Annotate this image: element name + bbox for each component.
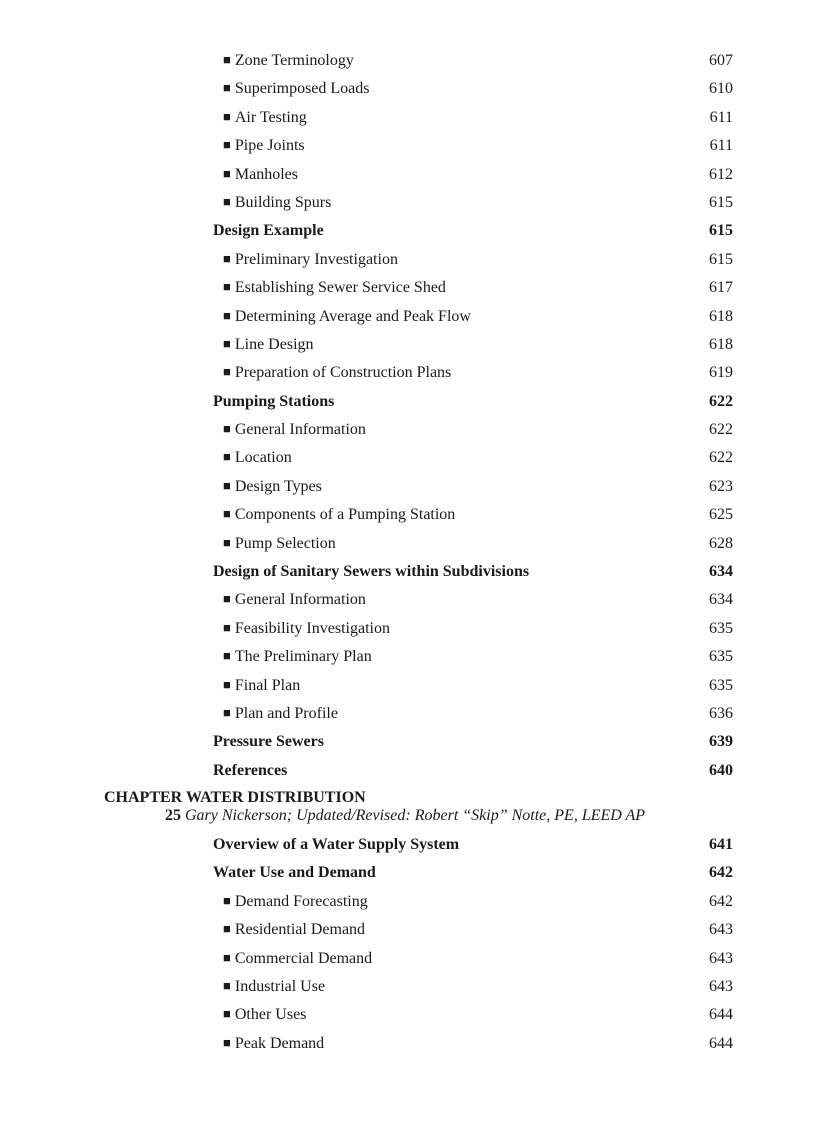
toc-entry-label	[213, 217, 324, 245]
toc-page-number: 634	[709, 563, 733, 581]
toc-heading-row[interactable]	[213, 388, 733, 416]
toc-entry-label	[223, 189, 331, 217]
toc-page-number: 644	[709, 1006, 733, 1024]
toc-entry-label	[223, 75, 370, 103]
toc-subentry-row[interactable]	[213, 189, 733, 217]
toc-page-number: 635	[709, 648, 733, 666]
square-bullet-icon: ■	[223, 137, 231, 153]
toc-entry-label	[223, 501, 455, 529]
square-bullet-icon: ■	[223, 335, 231, 351]
toc-subentry-row[interactable]	[213, 473, 733, 501]
toc-subentry-row[interactable]	[213, 444, 733, 472]
toc-subentry-row[interactable]	[213, 973, 733, 1001]
toc-entry-label	[213, 757, 287, 785]
toc-entry-label	[213, 728, 324, 756]
toc-page-number: 642	[709, 892, 733, 910]
toc-subentry-row[interactable]	[213, 945, 733, 973]
chapter-byline	[165, 807, 645, 825]
toc-subentry-row[interactable]	[213, 104, 733, 132]
toc-entry-title: Design of Sanitary Sewers within Subdivisions	[213, 563, 530, 581]
square-bullet-icon: ■	[223, 52, 231, 67]
toc-heading-row[interactable]	[213, 831, 733, 859]
chapter-authors: Gary Nickerson; Updated/Revised: Robert “Skip” Notte, PE, LEED AP	[185, 807, 646, 824]
toc-entry-label	[223, 586, 366, 614]
square-bullet-icon: ■	[223, 250, 231, 266]
toc-entry-title: Establishing Sewer Service Shed	[234, 279, 446, 297]
toc-page-number: 612	[709, 165, 733, 183]
toc-page-number: 622	[709, 449, 733, 467]
square-bullet-icon: ■	[223, 534, 231, 550]
square-bullet-icon: ■	[223, 1006, 231, 1022]
toc-entry-title: Industrial Use	[234, 977, 326, 995]
toc-subentry-row[interactable]	[213, 1030, 733, 1058]
toc-page-number: 615	[709, 222, 733, 240]
toc-subentry-row[interactable]	[213, 359, 733, 387]
toc-entry-label	[223, 132, 305, 160]
square-bullet-icon: ■	[223, 892, 231, 908]
square-bullet-icon: ■	[223, 279, 231, 295]
toc-page-number: 623	[709, 477, 733, 495]
toc-subentry-row[interactable]	[213, 501, 733, 529]
toc-entry-title: Other Uses	[234, 1006, 307, 1024]
toc-subentry-row[interactable]	[213, 615, 733, 643]
toc-entry-title: Water Use and Demand	[213, 864, 376, 882]
square-bullet-icon: ■	[223, 477, 231, 493]
toc-entry-label	[223, 1001, 306, 1029]
toc-entry-title: Building Spurs	[234, 193, 332, 211]
toc-entry-label	[223, 973, 325, 1001]
toc-heading-row[interactable]	[213, 757, 733, 785]
toc-subentry-row[interactable]	[213, 132, 733, 160]
square-bullet-icon: ■	[223, 165, 231, 181]
toc-entry-title: Air Testing	[234, 108, 307, 126]
toc-entry-title: Overview of a Water Supply System	[213, 836, 460, 853]
square-bullet-icon: ■	[223, 676, 231, 692]
toc-entry-label	[223, 303, 471, 331]
toc-subentry-row[interactable]	[213, 303, 733, 331]
toc-page-number: 625	[709, 506, 733, 524]
toc-entry-title: Determining Average and Peak Flow	[234, 307, 471, 325]
toc-page-number: 634	[709, 591, 733, 609]
toc-entry-label	[223, 888, 368, 916]
toc-subentry-row[interactable]	[213, 161, 733, 189]
toc-page-number: 635	[709, 676, 733, 694]
toc-entry-label	[223, 104, 307, 132]
square-bullet-icon: ■	[223, 648, 231, 664]
square-bullet-icon: ■	[223, 619, 231, 635]
toc-entry-title: General Information	[234, 591, 366, 609]
toc-page-number: 622	[709, 421, 733, 439]
square-bullet-icon: ■	[223, 921, 231, 937]
toc-entry-title: Zone Terminology	[234, 52, 354, 69]
toc-subentry-row[interactable]	[213, 246, 733, 274]
toc-entry-label	[223, 274, 446, 302]
toc-entry-title: Peak Demand	[234, 1034, 325, 1052]
toc-entry-label	[223, 643, 372, 671]
toc-subentry-row[interactable]	[213, 274, 733, 302]
toc-subentry-row[interactable]	[213, 75, 733, 103]
square-bullet-icon: ■	[223, 364, 231, 380]
toc-entry-label	[223, 416, 366, 444]
toc-entry-label	[213, 831, 459, 859]
toc-entry-label	[213, 558, 529, 586]
toc-page-number: 610	[709, 80, 733, 98]
toc-page-number: 643	[709, 949, 733, 967]
square-bullet-icon: ■	[223, 80, 231, 96]
chapter-title: CHAPTER WATER DISTRIBUTION	[104, 789, 366, 806]
square-bullet-icon: ■	[223, 704, 231, 720]
toc-page-number: 611	[709, 108, 733, 126]
square-bullet-icon: ■	[223, 949, 231, 965]
toc-entry-title: Demand Forecasting	[234, 892, 368, 910]
toc-entry-label	[213, 859, 376, 887]
toc-entry-title: Plan and Profile	[234, 704, 338, 722]
toc-page-number: 643	[709, 921, 733, 939]
toc-page-number: 644	[709, 1034, 733, 1052]
square-bullet-icon: ■	[223, 193, 231, 209]
chapter-number: 25	[165, 807, 181, 824]
toc-page-number: 622	[709, 392, 733, 410]
toc-subentry-row[interactable]	[213, 916, 733, 944]
toc-subentry-row[interactable]	[213, 47, 733, 75]
toc-entry-title: Location	[234, 449, 292, 467]
toc-entry-title: Residential Demand	[234, 921, 366, 939]
square-bullet-icon: ■	[223, 108, 231, 124]
square-bullet-icon: ■	[223, 591, 231, 607]
toc-page-number: 628	[709, 534, 733, 552]
toc-subentry-row[interactable]	[213, 672, 733, 700]
toc-entry-title: Superimposed Loads	[234, 80, 370, 98]
toc-page-number: 617	[709, 279, 733, 297]
toc-entry-label	[223, 161, 298, 189]
toc-entry-title: References	[213, 761, 288, 779]
toc-entry-title: Pump Selection	[234, 534, 336, 552]
toc-entry-title: General Information	[234, 421, 366, 439]
toc-entry-label	[213, 388, 334, 416]
toc-entry-title: The Preliminary Plan	[234, 648, 372, 666]
toc-entry-title: Design Example	[213, 222, 324, 240]
toc-entry-label	[223, 530, 336, 558]
toc-entry-title: Preparation of Construction Plans	[234, 364, 452, 382]
toc-entry-label	[223, 359, 451, 387]
toc-heading-row[interactable]	[213, 558, 733, 586]
toc-page-number: 618	[709, 335, 733, 353]
toc-entry-label	[223, 473, 322, 501]
toc-entry-label	[223, 1030, 324, 1058]
toc-entry-label	[223, 444, 292, 472]
toc-heading-row[interactable]	[213, 217, 733, 245]
toc-entry-title: Final Plan	[234, 676, 301, 694]
toc-page-number: 636	[709, 704, 733, 722]
square-bullet-icon: ■	[223, 1034, 231, 1050]
square-bullet-icon: ■	[223, 506, 231, 522]
toc-entry-title: Feasibility Investigation	[234, 619, 390, 637]
toc-page-number: 607	[709, 52, 733, 69]
toc-page-number: 641	[709, 836, 733, 853]
toc-subentry-row[interactable]	[213, 416, 733, 444]
toc-page-number: 642	[709, 864, 733, 882]
toc-entry-label	[223, 47, 354, 75]
toc-entry-label	[223, 615, 390, 643]
toc-entry-label	[223, 916, 365, 944]
square-bullet-icon: ■	[223, 977, 231, 993]
toc-page-number: 618	[709, 307, 733, 325]
toc-subentry-row[interactable]	[213, 643, 733, 671]
toc-entry-title: Pressure Sewers	[213, 733, 324, 751]
toc-page-number: 619	[709, 364, 733, 382]
toc-page-number: 639	[709, 733, 733, 751]
toc-page-number: 615	[709, 193, 733, 211]
toc-entry-label	[223, 331, 314, 359]
toc-entry-label	[223, 246, 398, 274]
toc-subentry-row[interactable]	[213, 700, 733, 728]
square-bullet-icon: ■	[223, 307, 231, 323]
toc-entry-title: Pumping Stations	[213, 392, 335, 410]
toc-entry-title: Manholes	[234, 165, 298, 183]
toc-page-number: 615	[709, 250, 733, 268]
toc-entry-title: Line Design	[234, 335, 314, 353]
toc-subentry-row[interactable]	[213, 331, 733, 359]
toc-entry-title: Pipe Joints	[234, 137, 305, 155]
square-bullet-icon: ■	[223, 449, 231, 465]
toc-page-number: 643	[709, 977, 733, 995]
toc-page-number: 640	[709, 761, 733, 779]
toc-entry-title: Components of a Pumping Station	[234, 506, 456, 524]
toc-entry-title: Commercial Demand	[234, 949, 373, 967]
toc-subentry-row[interactable]	[213, 1001, 733, 1029]
toc-entry-label	[223, 700, 338, 728]
toc-section-bottom	[213, 831, 733, 1058]
toc-entry-title: Design Types	[234, 477, 322, 495]
square-bullet-icon: ■	[223, 421, 231, 437]
toc-page-number: 611	[709, 137, 733, 155]
toc-entry-label	[223, 672, 300, 700]
toc-heading-row[interactable]	[213, 859, 733, 887]
toc-heading-row[interactable]	[213, 728, 733, 756]
toc-subentry-row[interactable]	[213, 888, 733, 916]
toc-section-top	[213, 47, 733, 785]
toc-entry-title: Preliminary Investigation	[234, 250, 398, 268]
toc-subentry-row[interactable]	[213, 530, 733, 558]
toc-page-number: 635	[709, 619, 733, 637]
toc-subentry-row[interactable]	[213, 586, 733, 614]
toc-entry-label	[223, 945, 372, 973]
